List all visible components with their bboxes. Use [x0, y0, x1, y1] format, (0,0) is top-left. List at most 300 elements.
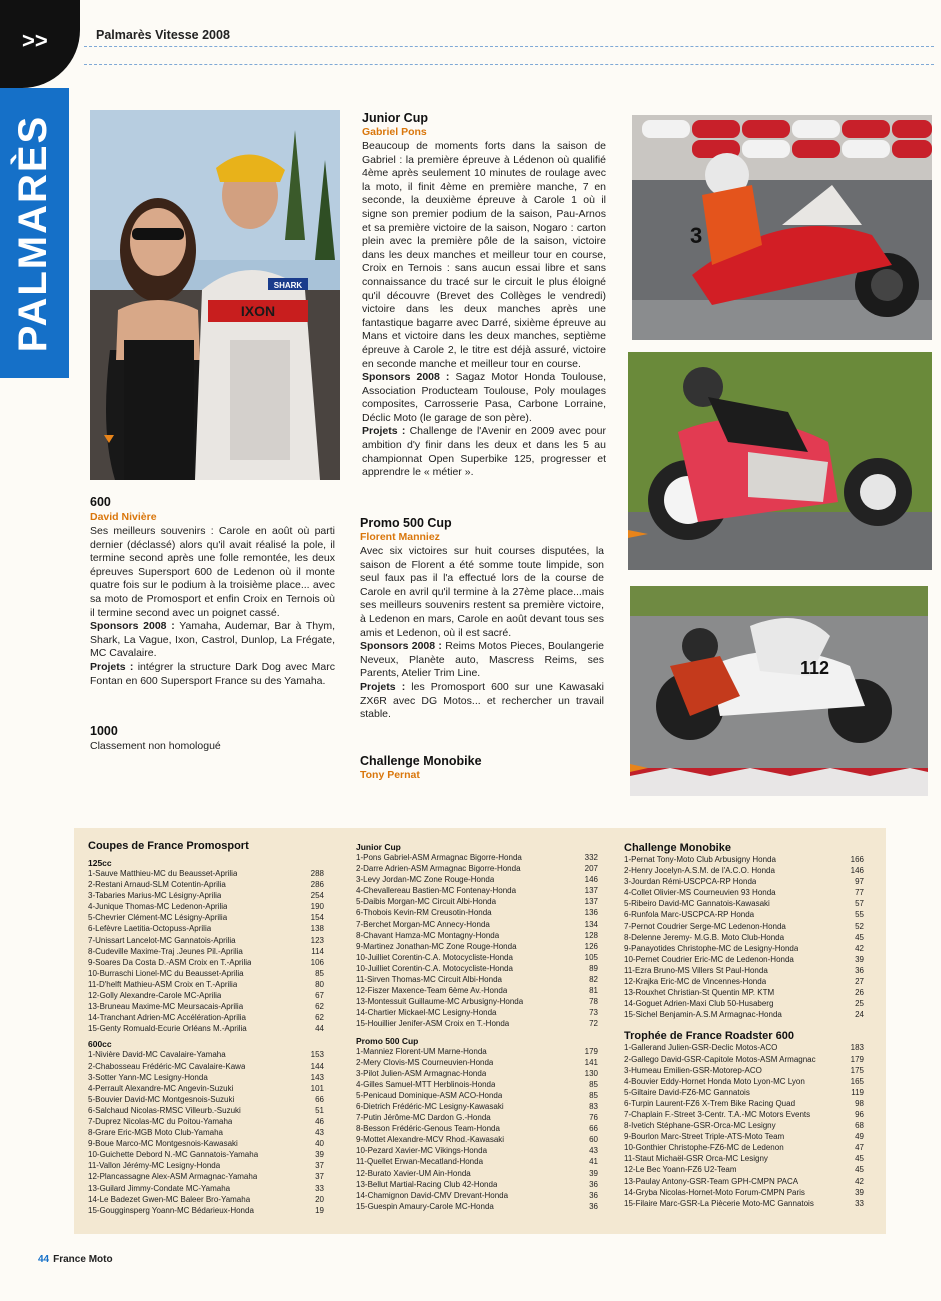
result-points: 101	[310, 1083, 324, 1093]
result-points: 146	[850, 866, 864, 876]
rider-name-niviere: David Nivière	[90, 511, 157, 523]
page-footer	[38, 1254, 113, 1265]
result-rider: 6-Lefèvre Laetitia-Octopuss-Aprilia	[88, 924, 212, 934]
result-points: 41	[589, 1157, 598, 1167]
result-rider: 1-Sauve Matthieu-MC du Beausset-Aprilia	[88, 869, 238, 878]
table-row	[356, 1168, 598, 1179]
result-rider: 4-Bouvier Eddy-Hornet Honda Moto Lyon-MC Lyon	[624, 1076, 805, 1086]
magazine-name: France Moto	[53, 1254, 113, 1265]
sponsors-text: Yamaha, Audemar, Bar à Thym, Shark, La Vague, Ixon, Castrol, Dunlop, La Frégate, MC Cavalaire.	[90, 620, 335, 660]
result-points: 138	[310, 924, 324, 934]
result-points: 106	[310, 957, 324, 967]
projets-label: Projets :	[362, 425, 406, 438]
table-row	[624, 1120, 864, 1131]
result-rider: 11-Staut Michaël-GSR Orca-MC Lesigny	[624, 1154, 768, 1164]
result-points: 114	[311, 946, 324, 956]
results-panel	[74, 828, 886, 1234]
table-row	[624, 1153, 864, 1164]
table-row	[88, 1149, 324, 1160]
table-row	[356, 1145, 598, 1156]
result-rider: 12-Burato Xavier-UM Ain-Honda	[356, 1168, 471, 1178]
result-rider: 10-Juilliet Corentin-C.A. Motocycliste-Honda	[356, 952, 513, 962]
result-rider: 12-Le Bec Yoann-FZ6 U2-Team	[624, 1165, 737, 1175]
result-rider: 14-Le Badezet Gwen-MC Baleer Bro-Yamaha	[88, 1194, 251, 1204]
table-row	[88, 935, 324, 946]
category-monobike: Challenge Monobike	[360, 754, 482, 768]
results-subtitle: Junior Cup	[356, 842, 401, 852]
result-rider: 3-Sotter Yann-MC Lesigny-Honda	[88, 1072, 208, 1082]
result-rider: 6-Thobois Kevin-RM Creusotin-Honda	[356, 908, 492, 918]
table-row	[624, 998, 864, 1009]
table-row	[356, 941, 598, 952]
table-row	[356, 974, 598, 985]
results-list	[356, 852, 598, 1030]
paragraph: Avec six victoires sur huit courses disputées, la saison de Florent a été somme toute limpide, son seul faux pas il l'a effectué lors de la course de Carole en avril qu'il termine à la 27ème place...mais ses meilleurs souvenirs restent sa première victoire, à Ledenon en mars, Carole en août devant tous ses amis et Ledenon, où il est sacré.	[360, 545, 604, 639]
result-rider: 15-Houillier Jenifer-ASM Croix en T.-Honda	[356, 1019, 510, 1029]
table-row	[624, 1042, 864, 1053]
result-points: 40	[315, 1139, 324, 1149]
result-points: 89	[589, 963, 598, 973]
result-rider: 4-Junique Thomas-MC Ledenon-Aprilia	[88, 902, 228, 912]
result-points: 141	[584, 1057, 598, 1067]
result-rider: 10-Gonthier Christophe-FZ6-MC de Ledenon	[624, 1143, 784, 1153]
table-row	[88, 1205, 324, 1216]
results-col-monobike-roadster	[624, 842, 864, 1209]
table-row	[356, 1134, 598, 1145]
table-row	[88, 1138, 324, 1149]
table-row	[356, 1018, 598, 1029]
result-rider: 6-Turpin Laurent-FZ6 X-Trem Bike Racing Quad	[624, 1098, 796, 1108]
result-points: 39	[855, 954, 864, 964]
result-points: 57	[855, 899, 864, 909]
table-row	[88, 957, 324, 968]
results-col-junior-promo	[356, 842, 598, 1212]
result-points: 179	[850, 1054, 864, 1064]
table-row	[356, 1046, 598, 1057]
result-rider: 13-Montessuit Guillaume-MC Arbusigny-Honda	[356, 997, 524, 1007]
result-points: 154	[310, 913, 324, 923]
bike-photo-illustration	[630, 586, 928, 796]
table-row	[624, 1176, 864, 1187]
table-row	[356, 1179, 598, 1190]
result-points: 52	[855, 921, 864, 931]
table-row	[624, 954, 864, 965]
result-rider: 2-Darre Adrien-ASM Armagnac Bigorre-Honda	[356, 864, 521, 874]
table-row	[356, 1090, 598, 1101]
result-points: 20	[315, 1194, 324, 1204]
result-rider: 8-Grare Eric-MGB Moto Club-Yamaha	[88, 1128, 223, 1138]
result-rider: 11-Ezra Bruno-MS Villers St Paul-Honda	[624, 965, 768, 975]
result-points: 183	[850, 1043, 864, 1053]
result-rider: 15-Gougginsperg Yoann-MC Bédarieux-Honda	[88, 1205, 254, 1215]
table-row	[356, 1156, 598, 1167]
table-row	[88, 1127, 324, 1138]
result-rider: 4-Gilles Samuel-MTT Herblinois-Honda	[356, 1079, 496, 1089]
table-row	[88, 923, 324, 934]
result-points: 332	[584, 853, 598, 862]
table-row	[624, 1087, 864, 1098]
table-row	[356, 885, 598, 896]
table-row	[88, 979, 324, 990]
result-rider: 3-Jourdan Rémi-USCPCA-RP Honda	[624, 877, 757, 887]
note-1000: Classement non homologué	[90, 740, 221, 752]
result-points: 39	[855, 1187, 864, 1197]
result-rider: 8-Besson Frédéric-Genous Team-Honda	[356, 1124, 500, 1134]
result-points: 24	[855, 1010, 864, 1020]
rider-name-manniez: Florent Manniez	[360, 531, 440, 543]
result-rider: 2-Chabosseau Frédéric-MC Cavalaire-Kawa	[88, 1061, 246, 1071]
result-points: 45	[855, 1165, 864, 1175]
result-points: 153	[310, 1050, 324, 1060]
double-chevron-icon: >>	[22, 28, 48, 53]
result-points: 49	[855, 1132, 864, 1142]
result-points: 136	[584, 908, 598, 918]
result-points: 37	[315, 1172, 324, 1182]
table-row	[88, 1061, 324, 1072]
table-row	[88, 1183, 324, 1194]
result-points: 130	[584, 1068, 598, 1078]
result-points: 128	[584, 930, 598, 940]
results-subtitle: Challenge Monobike	[624, 842, 731, 854]
result-points: 134	[584, 919, 598, 929]
result-rider: 14-Chartier Mickael-MC Lesigny-Honda	[356, 1008, 497, 1018]
couple-photo-illustration	[90, 110, 340, 480]
category-1000: 1000	[90, 724, 118, 738]
table-row	[88, 1083, 324, 1094]
result-rider: 12-Plancassagne Alex-ASM Armagnac-Yamaha	[88, 1172, 258, 1182]
result-rider: 10-Guichette Debord N.-MC Gannatois-Yamaha	[88, 1150, 259, 1160]
table-row	[624, 887, 864, 898]
results-subtitle: 600cc	[88, 1039, 112, 1050]
result-rider: 3-Pilot Julien-ASM Armagnac-Honda	[356, 1068, 487, 1078]
table-row	[88, 968, 324, 979]
result-points: 119	[851, 1087, 864, 1097]
result-rider: 12-Fiszer Maxence-Team 6ème Av.-Honda	[356, 986, 508, 996]
table-row	[356, 930, 598, 941]
table-row	[356, 1057, 598, 1068]
result-rider: 13-Bruneau Maxime-MC Meursacais-Aprilia	[88, 1002, 244, 1012]
table-row	[88, 946, 324, 957]
photo-david-niviere	[90, 110, 340, 480]
result-points: 179	[584, 1046, 598, 1056]
article-manniez	[360, 545, 604, 722]
result-points: 45	[855, 932, 864, 942]
result-rider: 12-Golly Alexandre-Carole MC-Aprilia	[88, 991, 222, 1001]
result-points: 97	[855, 877, 864, 887]
table-row	[88, 1023, 324, 1034]
result-rider: 5-Penicaud Dominique-ASM ACO-Honda	[356, 1090, 503, 1100]
table-row	[356, 963, 598, 974]
result-points: 143	[310, 1072, 324, 1082]
result-rider: 14-Goguet Adrien-Maxi Club 50-Husaberg	[624, 999, 774, 1009]
result-points: 82	[589, 975, 598, 985]
bike-photo-illustration	[632, 115, 932, 340]
result-points: 39	[589, 1168, 598, 1178]
sponsors-label: Sponsors 2008 :	[360, 640, 442, 653]
result-rider: 1-Nivière David-MC Cavalaire-Yamaha	[88, 1050, 226, 1060]
result-rider: 5-Giltaire David-FZ6-MC Gannatois	[624, 1087, 750, 1097]
result-rider: 7-Pernot Coudrier Serge-MC Ledenon-Honda	[624, 921, 786, 931]
results-col-promosport	[88, 840, 324, 1216]
result-rider: 2-Mery Clovis-MS Courneuvien-Honda	[356, 1057, 494, 1067]
table-row	[88, 890, 324, 901]
result-rider: 15-Filaire Marc-GSR-La Piècerie Moto-MC Gannatois	[624, 1198, 814, 1208]
header-divider	[84, 64, 934, 65]
result-rider: 14-Tranchant Adrien-MC Accélération-Aprilia	[88, 1013, 246, 1023]
table-row	[624, 1142, 864, 1153]
sponsors-text: Reims Motos Pieces, Boulangerie Neveux, Planète auto, Mascress Reims, ses Parents, Atelier Trim Line.	[360, 640, 604, 680]
result-points: 254	[310, 891, 324, 901]
result-rider: 1-Pons Gabriel-ASM Armagnac Bigorre-Honda	[356, 853, 522, 862]
article-niviere	[90, 525, 335, 688]
table-row	[624, 1187, 864, 1198]
result-rider: 7-Putin Jérôme-MC Dardon G.-Honda	[356, 1113, 491, 1123]
table-row	[356, 1079, 598, 1090]
result-points: 85	[589, 1079, 598, 1089]
result-rider: 3-Humeau Emilien-GSR-Motorep-ACO	[624, 1065, 762, 1075]
result-points: 146	[584, 875, 598, 885]
result-rider: 7-Duprez Nicolas-MC du Poitou-Yamaha	[88, 1116, 233, 1126]
table-row	[624, 976, 864, 987]
result-rider: 9-Martinez Jonathan-MC Zone Rouge-Honda	[356, 941, 517, 951]
result-rider: 13-Paulay Antony-GSR-Team GPH-CMPN PACA	[624, 1176, 799, 1186]
header-divider	[84, 46, 934, 47]
table-row	[88, 912, 324, 923]
rider-name-pons: Gabriel Pons	[362, 126, 427, 138]
results-list	[624, 1042, 864, 1208]
result-rider: 7-Chaplain F.-Street 3-Centr. T.A.-MC Motors Events	[624, 1109, 811, 1119]
table-row	[356, 919, 598, 930]
table-row	[356, 1190, 598, 1201]
table-row	[624, 876, 864, 887]
table-row	[356, 996, 598, 1007]
result-rider: 5-Daibis Morgan-MC Circuit Albi-Honda	[356, 897, 497, 907]
result-points: 286	[310, 880, 324, 890]
result-rider: 10-Burraschi Lionel-MC du Beausset-Aprilia	[88, 968, 244, 978]
result-rider: 2-Restani Arnaud-SLM Cotentin-Aprilia	[88, 880, 226, 890]
result-rider: 2-Henry Jocelyn-A.S.M. de l'A.C.O. Honda	[624, 866, 775, 876]
result-points: 288	[310, 869, 324, 878]
projets-text: Challenge de l'Avenir en 2009 avec pour ambition d'y finir dans les deux et dans les 5 au championnat Open Superbike 125, progresser et apprendre le « métier ».	[362, 425, 607, 479]
projets-text: les Promosport 600 sur une Kawasaki ZX6R avec DG Motos... et rechercher un travail stable.	[360, 680, 604, 721]
result-points: 72	[589, 1019, 598, 1029]
results-subtitle: Trophée de France Roadster 600	[624, 1030, 794, 1043]
category-promo-500: Promo 500 Cup	[360, 516, 452, 530]
table-row	[88, 901, 324, 912]
result-rider: 8-Cudeville Maxime-Traj .Jeunes Pil.-Aprilia	[88, 946, 243, 956]
table-row	[624, 909, 864, 920]
table-row	[88, 1001, 324, 1012]
result-rider: 6-Salchaud Nicolas-RMSC Villeurb.-Suzuki	[88, 1105, 241, 1115]
table-row	[356, 907, 598, 918]
result-points: 77	[855, 888, 864, 898]
result-rider: 3-Tabaries Marius-MC Lésigny-Aprilia	[88, 891, 222, 901]
result-points: 137	[584, 897, 598, 907]
table-row	[624, 1198, 864, 1209]
table-row	[88, 1049, 324, 1060]
result-rider: 9-Boue Marco-MC Montgesnois-Kawasaki	[88, 1139, 238, 1149]
result-rider: 7-Unissart Lancelot-MC Gannatois-Aprilia	[88, 935, 236, 945]
result-rider: 4-Collet Olivier-MS Courneuvien 93 Honda	[624, 888, 776, 898]
result-points: 137	[584, 886, 598, 896]
result-points: 33	[315, 1183, 324, 1193]
result-rider: 11-Vallon Jérémy-MC Lesigny-Honda	[88, 1161, 221, 1171]
result-rider: 13-Bellut Martial-Racing Club 42-Honda	[356, 1179, 498, 1189]
suit-logo-text: IXON	[240, 303, 276, 319]
race-number: 112	[800, 658, 830, 678]
table-row	[356, 1123, 598, 1134]
table-row	[88, 868, 324, 879]
result-rider: 9-Soares Da Costa D.-ASM Croix en T.-Aprilia	[88, 957, 252, 967]
result-points: 46	[315, 1116, 324, 1126]
sponsors-label: Sponsors 2008 :	[362, 371, 450, 384]
result-points: 62	[315, 1013, 324, 1023]
table-row	[624, 854, 864, 865]
projets-text: intégrer la structure Dark Dog avec Marc Fontan en 600 Supersport France su des Yamaha.	[90, 660, 335, 687]
result-rider: 8-Chavant Hamza-MC Montagny-Honda	[356, 930, 500, 940]
result-points: 25	[855, 999, 864, 1009]
table-row	[88, 1116, 324, 1127]
table-row	[356, 1068, 598, 1079]
results-list	[88, 1049, 324, 1215]
result-points: 78	[589, 997, 598, 1007]
result-points: 42	[855, 1176, 864, 1186]
result-points: 66	[315, 1094, 324, 1104]
table-row	[624, 943, 864, 954]
result-rider: 13-Guilard Jimmy-Condate MC-Yamaha	[88, 1183, 231, 1193]
rider-name-pernat: Tony Pernat	[360, 769, 420, 781]
table-row	[624, 1098, 864, 1109]
result-rider: 2-Gallego David-GSR-Capitole Motos-ASM Armagnac	[624, 1054, 816, 1064]
paragraph: Ses meilleurs souvenirs : Carole en août où parti dernier (déclassé) alors qu'il avait réalisé la pole, il termine second après une folle remontée, les deux épreuves Supersport 600 de Ledenon où il monte quatre fois sur le podium à la troisième place... avec sa moto de Promosport et enfin Croix en Ternois où il termine second avec un poignet cassé.	[90, 525, 335, 619]
result-rider: 5-Chevrier Clément-MC Lésigny-Aprilia	[88, 913, 228, 923]
photo-bike-manniez	[628, 352, 932, 570]
photo-bike-pernat	[630, 586, 928, 796]
result-points: 44	[315, 1024, 324, 1034]
result-points: 144	[310, 1061, 324, 1071]
table-row	[356, 852, 598, 863]
result-rider: 5-Ribeiro David-MC Gannatois-Kawasaki	[624, 899, 770, 909]
table-row	[624, 921, 864, 932]
results-list	[624, 854, 864, 1020]
result-rider: 1-Gallerand Julien-GSR-Declic Motos-ACO	[624, 1043, 778, 1053]
table-row	[624, 965, 864, 976]
result-points: 37	[315, 1161, 324, 1171]
result-rider: 10-Pezard Xavier-MC Vikings-Honda	[356, 1146, 488, 1156]
table-row	[88, 1094, 324, 1105]
results-title: Coupes de France Promosport	[88, 840, 249, 852]
result-points: 166	[850, 855, 864, 864]
table-row	[356, 874, 598, 885]
result-points: 126	[584, 941, 598, 951]
results-list	[356, 1046, 598, 1212]
result-points: 60	[589, 1135, 598, 1145]
section-corner	[0, 0, 80, 88]
result-rider: 9-Mottet Alexandre-MCV Rhod.-Kawasaki	[356, 1135, 505, 1145]
table-row	[624, 1131, 864, 1142]
result-rider: 9-Bourlon Marc-Street Triple-ATS-Moto Team	[624, 1132, 785, 1142]
result-points: 85	[315, 968, 324, 978]
paragraph: Beaucoup de moments forts dans la saison de Gabriel : la première épreuve à Lédenon où qualifié 4ème après seulement 10 minutes de roulage avec la moto, il finit 4ème en première manche, 7 en seconde, la deuxième épreuve à Carole 1 où il signe son premier podium de la saison, Pau-Arnos et sa première victoire de la saison, Nogaro : carton plein avec la première pôle de la saison, victoire dans les deux manches et meilleur tour en course, Croix en Ternois : sans aucun essai libre et sans connaissance du tracé sur le circuit le plus éloigné qu'il découvre (Brevet des Collèges le vendredi) victoire dans les deux manches après une fantastique bagarre avec Darré, sixième épreuve au Mans et victoire dans les deux manches, septième épreuve à Carole 2, le titre est déjà assuré, victoire en seconde manche et meilleur tour en course.	[362, 140, 606, 370]
article-pons	[362, 140, 606, 480]
table-row	[356, 1101, 598, 1112]
result-rider: 5-Bouvier David-MC Montgesnois-Suzuki	[88, 1094, 235, 1104]
result-rider: 11-Sirven Thomas-MC Circuit Albi-Honda	[356, 975, 502, 985]
result-rider: 10-Pernet Coudrier Eric-MC de Ledenon-Honda	[624, 954, 794, 964]
table-row	[356, 985, 598, 996]
results-subtitle: Promo 500 Cup	[356, 1035, 419, 1046]
result-rider: 4-Chevallereau Bastien-MC Fontenay-Honda	[356, 886, 517, 896]
result-rider: 6-Dietrich Frédéric-MC Lesigny-Kawasaki	[356, 1101, 504, 1111]
result-points: 207	[584, 864, 598, 874]
suit-brand-text: SHARK	[273, 281, 303, 290]
projets-label: Projets :	[360, 680, 406, 693]
table-row	[356, 1201, 598, 1212]
result-points: 36	[855, 965, 864, 975]
page-number: 44	[38, 1254, 50, 1265]
result-points: 81	[589, 986, 598, 996]
result-rider: 11-D'helft Mathieu-ASM Croix en T.-Aprilia	[88, 979, 238, 989]
table-row	[624, 1009, 864, 1020]
result-rider: 8-Ivetich Stéphane-GSR-Orca-MC Lesigny	[624, 1121, 776, 1131]
bike-photo-illustration	[628, 352, 932, 570]
table-row	[356, 1007, 598, 1018]
table-row	[88, 1171, 324, 1182]
result-rider: 9-Panayotides Christophe-MC de Lesigny-Honda	[624, 943, 799, 953]
result-points: 62	[315, 1002, 324, 1012]
result-points: 165	[850, 1076, 864, 1086]
result-rider: 14-Gryba Nicolas-Hornet-Moto Forum-CMPN Paris	[624, 1187, 805, 1197]
table-row	[624, 1065, 864, 1076]
table-row	[88, 1194, 324, 1205]
result-points: 36	[589, 1201, 598, 1211]
table-row	[88, 990, 324, 1001]
sponsors-label: Sponsors 2008 :	[90, 620, 175, 633]
result-rider: 4-Perrault Alexandre-MC Angevin-Suzuki	[88, 1083, 234, 1093]
table-row	[88, 1105, 324, 1116]
result-rider: 11-Quellet Erwan-Mecatland-Honda	[356, 1157, 484, 1167]
result-points: 36	[589, 1190, 598, 1200]
results-list	[88, 868, 324, 1034]
page-header-title: Palmarès Vitesse 2008	[96, 28, 230, 42]
result-points: 85	[589, 1090, 598, 1100]
table-row	[88, 1072, 324, 1083]
table-row	[88, 1160, 324, 1171]
result-points: 43	[315, 1128, 324, 1138]
results-subtitle: 125cc	[88, 858, 112, 868]
result-points: 73	[589, 1008, 598, 1018]
table-row	[624, 898, 864, 909]
result-rider: 1-Manniez Florent-UM Marne-Honda	[356, 1046, 487, 1056]
result-rider: 15-Genty Romuald-Ecurie Orléans M.-Aprilia	[88, 1024, 247, 1034]
result-points: 190	[310, 902, 324, 912]
result-points: 19	[315, 1205, 324, 1215]
table-row	[356, 896, 598, 907]
result-rider: 15-Sichel Benjamin-A.S.M Armagnac-Honda	[624, 1010, 782, 1020]
result-points: 98	[855, 1098, 864, 1108]
result-points: 175	[850, 1065, 864, 1075]
result-points: 66	[589, 1124, 598, 1134]
result-points: 39	[315, 1150, 324, 1160]
result-points: 43	[589, 1146, 598, 1156]
result-points: 68	[855, 1121, 864, 1131]
table-row	[356, 1112, 598, 1123]
result-points: 51	[315, 1105, 324, 1115]
result-rider: 1-Pernat Tony-Moto Club Arbusigny Honda	[624, 855, 776, 864]
result-points: 33	[855, 1198, 864, 1208]
table-row	[624, 865, 864, 876]
table-row	[356, 863, 598, 874]
